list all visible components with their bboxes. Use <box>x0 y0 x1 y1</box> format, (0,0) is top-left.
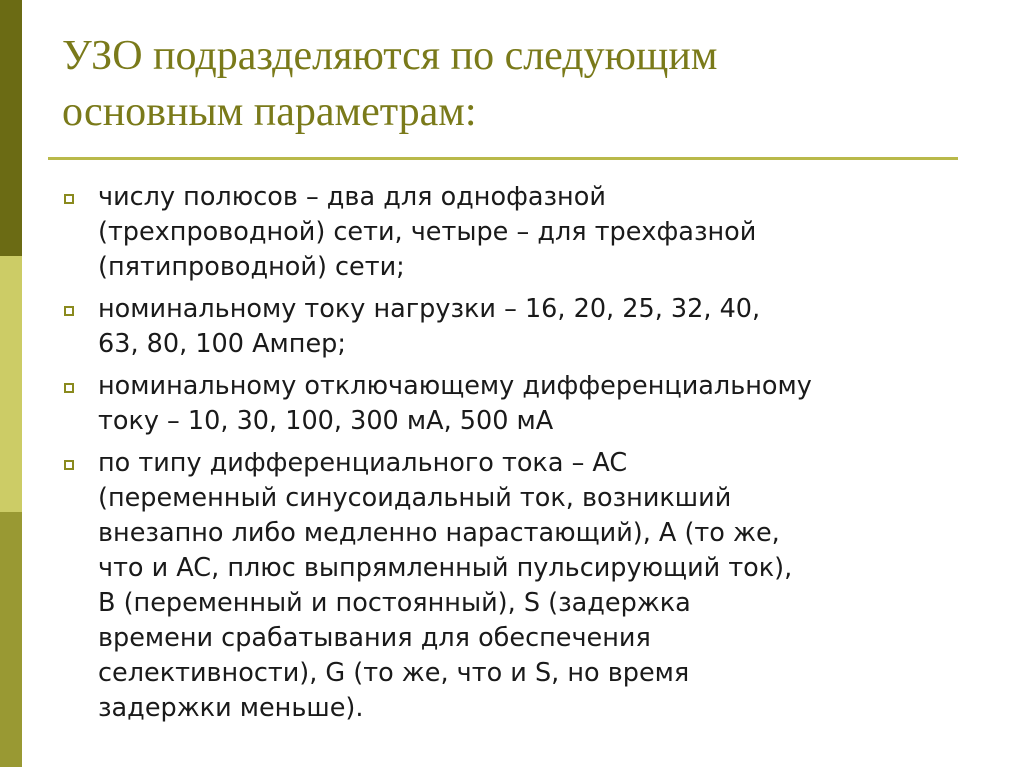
side-bar-segment-light <box>0 256 22 512</box>
hollow-square-bullet-icon <box>64 460 74 470</box>
bullet-text-line: B (переменный и постоянный), S (задержка <box>98 588 691 618</box>
bullet-text-line: числу полюсов – два для однофазной <box>98 182 606 212</box>
bullet-list <box>60 180 960 733</box>
bullet-text-line: (пятипроводной) сети; <box>98 252 405 282</box>
hollow-square-bullet-icon <box>64 306 74 316</box>
bullet-text-line: времени срабатывания для обеспечения <box>98 623 651 653</box>
bullet-text-line: (переменный синусоидальный ток, возникший <box>98 483 732 513</box>
bullet-text-line: (трехпроводной) сети, четыре – для трехфазной <box>98 217 757 247</box>
bullet-text-line: току – 10, 30, 100, 300 мА, 500 мА <box>98 406 554 436</box>
bullet-text-line: 63, 80, 100 Ампер; <box>98 329 346 359</box>
bullet-item-trip-current <box>60 369 960 439</box>
slide-title-line: основным параметрам: <box>62 89 477 135</box>
slide-title <box>62 28 962 140</box>
hollow-square-bullet-icon <box>64 194 74 204</box>
bullet-text-line: номинальному току нагрузки – 16, 20, 25, 32, 40, <box>98 294 761 324</box>
bullet-item-poles <box>60 180 960 285</box>
side-bar-segment-dark <box>0 0 22 256</box>
bullet-text-line: внезапно либо медленно нарастающий), A (то же, <box>98 518 780 548</box>
bullet-text-line: задержки меньше). <box>98 693 364 723</box>
slide-title-line: УЗО подразделяются по следующим <box>62 33 718 79</box>
bullet-text-line: по типу дифференциального тока – AC <box>98 448 628 478</box>
bullet-item-rated-current <box>60 292 960 362</box>
bullet-item-current-type <box>60 446 960 726</box>
hollow-square-bullet-icon <box>64 383 74 393</box>
bullet-text-line: что и AC, плюс выпрямленный пульсирующий ток), <box>98 553 793 583</box>
bullet-text-line: селективности), G (то же, что и S, но время <box>98 658 690 688</box>
title-divider <box>48 157 958 160</box>
side-decoration-bar <box>0 0 22 767</box>
side-bar-segment-medium <box>0 512 22 767</box>
bullet-text-line: номинальному отключающему дифференциальному <box>98 371 812 401</box>
